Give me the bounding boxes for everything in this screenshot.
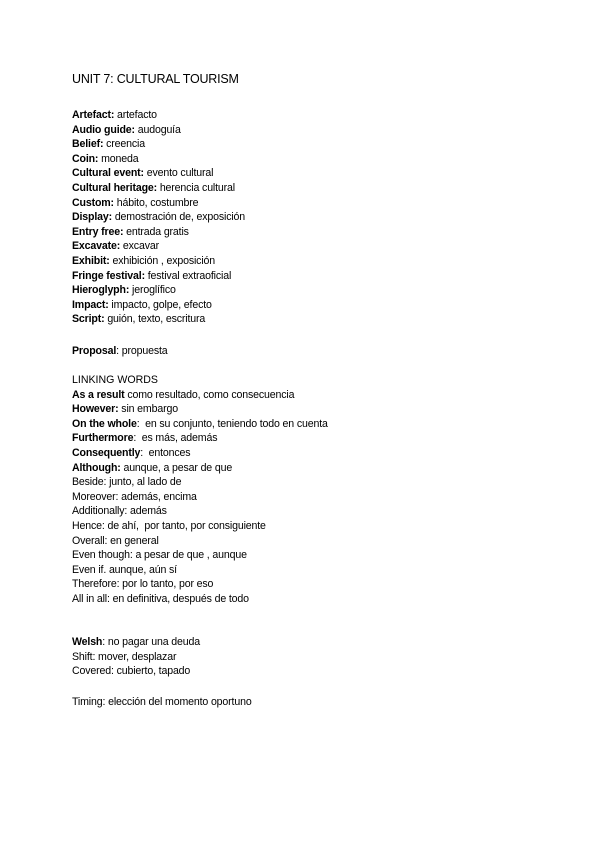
list-item — [72, 166, 245, 181]
list-item — [72, 548, 328, 563]
entry-definition: en definitiva, después de todo — [112, 592, 249, 605]
list-item — [72, 254, 245, 269]
list-item — [72, 123, 245, 138]
list-item — [72, 695, 252, 710]
entry-definition: por lo tanto, por eso — [122, 578, 214, 591]
list-item — [72, 650, 200, 665]
list-item — [72, 490, 328, 505]
list-item — [72, 239, 245, 254]
list-item — [72, 210, 245, 225]
list-item — [72, 108, 245, 123]
list-item — [72, 577, 328, 592]
list-item — [72, 152, 245, 167]
list-item — [72, 402, 328, 417]
entry-term: All in all: — [72, 592, 110, 605]
entry-term: Proposal — [72, 345, 117, 357]
list-item — [72, 534, 328, 549]
entry-term: Overall: — [72, 534, 108, 547]
entry-term: Therefore: — [72, 578, 120, 591]
entry-definition: como resultado, como consecuencia — [127, 388, 295, 401]
list-item — [72, 475, 328, 490]
proposal-entry — [72, 344, 168, 359]
entry-term: Although: — [72, 461, 121, 474]
list-item — [72, 388, 328, 403]
entry-term: Belief: — [72, 138, 104, 151]
entry-term: Hence: — [72, 519, 105, 532]
list-item — [72, 431, 328, 446]
entry-definition: además, encima — [121, 490, 197, 503]
entry-term: Consequently — [72, 446, 141, 459]
page-title: UNIT 7: CULTURAL TOURISM — [72, 72, 239, 86]
entry-definition: creencia — [106, 138, 145, 151]
entry-definition: cubierto, tapado — [116, 665, 191, 678]
list-item — [72, 563, 328, 578]
entry-definition: exhibición , exposición — [112, 254, 216, 267]
entry-term: Even though: — [72, 549, 133, 562]
list-item — [72, 344, 168, 359]
list-item — [72, 225, 245, 240]
list-item — [72, 504, 328, 519]
entry-term: Artefact: — [72, 109, 115, 121]
entry-definition: junto, al lado de — [109, 476, 182, 489]
entry-definition: guión, texto, escritura — [107, 313, 206, 326]
entry-definition: : no pagar una deuda — [102, 636, 200, 648]
entry-term: Entry free: — [72, 225, 124, 238]
entry-term: Welsh — [72, 636, 103, 648]
entry-definition: de ahí, por tanto, por consiguiente — [107, 519, 266, 532]
entry-definition: elección del momento oportuno — [108, 696, 252, 708]
list-item — [72, 635, 200, 650]
entry-definition: impacto, golpe, efecto — [111, 298, 212, 311]
entry-term: Even if. — [72, 563, 107, 576]
list-item — [72, 446, 328, 461]
entry-definition: : propuesta — [116, 345, 168, 357]
list-item — [72, 417, 328, 432]
entry-term: Moreover: — [72, 490, 119, 503]
entry-term: Fringe festival: — [72, 269, 145, 282]
list-item — [72, 312, 245, 327]
entry-term: Custom: — [72, 196, 114, 209]
entry-definition: audoguía — [137, 123, 181, 136]
entry-definition: : es más, además — [133, 432, 218, 445]
entry-term: Audio guide: — [72, 123, 135, 136]
entry-term: Cultural heritage: — [72, 181, 158, 194]
entry-definition: herencia cultural — [159, 181, 235, 194]
entry-term: Furthermore — [72, 432, 134, 445]
entry-definition: : en su conjunto, teniendo todo en cuenta — [136, 417, 328, 430]
linking-words-heading: LINKING WORDS — [72, 374, 158, 386]
timing-entry — [72, 695, 252, 710]
entry-term: However: — [72, 403, 119, 416]
entry-term: Coin: — [72, 152, 99, 165]
entry-term: Shift: — [72, 650, 96, 663]
entry-term: Hieroglyph: — [72, 284, 130, 297]
entry-term: Script: — [72, 313, 105, 326]
list-item — [72, 137, 245, 152]
list-item — [72, 269, 245, 284]
entry-definition: moneda — [101, 152, 139, 165]
entry-term: Beside: — [72, 476, 107, 489]
list-item — [72, 664, 200, 679]
entry-term: Cultural event: — [72, 167, 144, 180]
extra-vocabulary-list — [72, 635, 200, 679]
entry-term: Impact: — [72, 298, 109, 311]
entry-term: Additionally: — [72, 505, 128, 518]
entry-definition: hábito, costumbre — [116, 196, 199, 209]
list-item — [72, 519, 328, 534]
list-item — [72, 283, 245, 298]
entry-definition: mover, desplazar — [98, 650, 177, 663]
vocabulary-list — [72, 108, 245, 327]
entry-definition: demostración de, exposición — [114, 211, 246, 224]
entry-term: Exhibit: — [72, 254, 110, 267]
linking-words-section — [72, 373, 328, 607]
entry-definition: a pesar de que , aunque — [135, 549, 247, 562]
entry-term: On the whole — [72, 417, 137, 430]
list-item — [72, 461, 328, 476]
entry-definition: excavar — [122, 240, 159, 253]
entry-definition: festival extraoficial — [147, 269, 232, 282]
entry-definition: : entonces — [140, 446, 191, 459]
entry-definition: evento cultural — [146, 167, 214, 180]
entry-definition: aunque, a pesar de que — [123, 461, 233, 474]
entry-definition: entrada gratis — [126, 225, 189, 238]
list-item — [72, 592, 328, 607]
entry-definition: jeroglífico — [132, 284, 176, 297]
entry-term: As a result — [72, 388, 125, 401]
entry-term: Excavate: — [72, 240, 121, 253]
entry-definition: en general — [110, 534, 159, 547]
list-item — [72, 181, 245, 196]
linking-words-list — [72, 388, 328, 607]
entry-term: Covered: — [72, 665, 114, 678]
list-item — [72, 196, 245, 211]
list-item — [72, 298, 245, 313]
entry-definition: además — [129, 505, 167, 518]
entry-definition: aunque, aún sí — [108, 563, 177, 576]
entry-definition: sin embargo — [121, 403, 178, 416]
entry-definition: artefacto — [117, 109, 157, 121]
entry-term: Timing: — [72, 696, 106, 708]
entry-term: Display: — [72, 211, 113, 224]
